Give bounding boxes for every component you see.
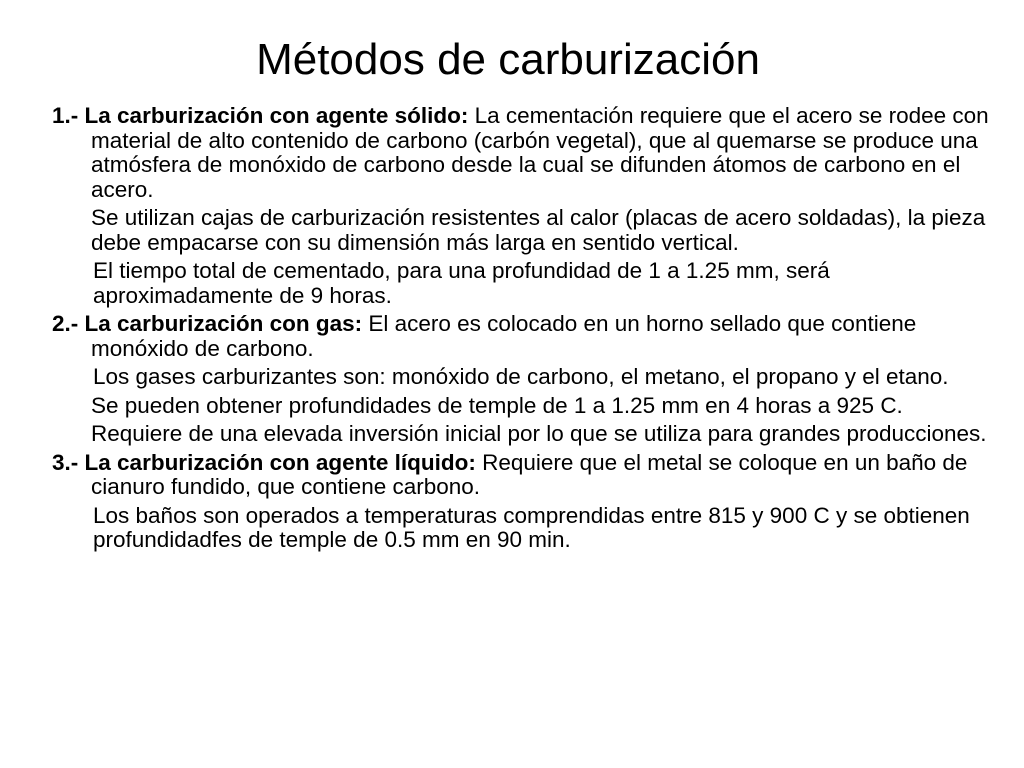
section-1-sub-2: El tiempo total de cementado, para una profundidad de 1 a 1.25 mm, será aproximadamente de 9 horas. xyxy=(93,258,830,308)
section-3-text: Requiere que el metal se coloque en un baño de cianuro fundido, que contiene carbono. xyxy=(91,449,968,499)
section-1-number: 1.- xyxy=(52,103,79,128)
section-3-heading: La carburización con agente líquido: xyxy=(84,449,476,475)
section-1-sub-1: Se utilizan cajas de carburización resistentes al calor (placas de acero soldadas), la pieza debe empacarse con su dimensión más larga en sentido vertical. xyxy=(91,205,986,255)
section-1-heading: La carburización con agente sólido: xyxy=(84,103,469,128)
slide-title: Métodos de carburización xyxy=(256,35,760,84)
section-3-number: 3.- xyxy=(52,449,79,475)
section-3-paragraph xyxy=(52,451,1012,500)
section-2-text: El acero es colocado en un horno sellado que contiene monóxido de carbono. xyxy=(91,311,917,361)
slide-body xyxy=(52,104,1012,557)
section-2-sub-2: Se pueden obtener profundidades de temple de 1 a 1.25 mm en 4 horas a 925 C. xyxy=(91,392,903,418)
section-2-paragraph xyxy=(52,312,1012,361)
section-1-text: La cementación requiere que el acero se rodee con material de alto contenido de carbono (carbón vegetal), que al quemarse se produce una atmósfera de monóxido de carbono desde la cual se difunden átomos de carbono en el acero. xyxy=(91,103,989,202)
section-1-paragraph xyxy=(52,104,1012,202)
section-2-heading: La carburización con gas: xyxy=(84,311,363,336)
section-2-number: 2.- xyxy=(52,311,79,336)
section-2-sub-3: Requiere de una elevada inversión inicial por lo que se utiliza para grandes producciones. xyxy=(91,421,987,446)
section-2-sub-1: Los gases carburizantes son: monóxido de carbono, el metano, el propano y el etano. xyxy=(93,364,949,389)
section-3-sub-1: Los baños son operados a temperaturas comprendidas entre 815 y 900 C y se obtienen profundidadfes de temple de 0.5 mm en 90 min. xyxy=(93,502,970,552)
